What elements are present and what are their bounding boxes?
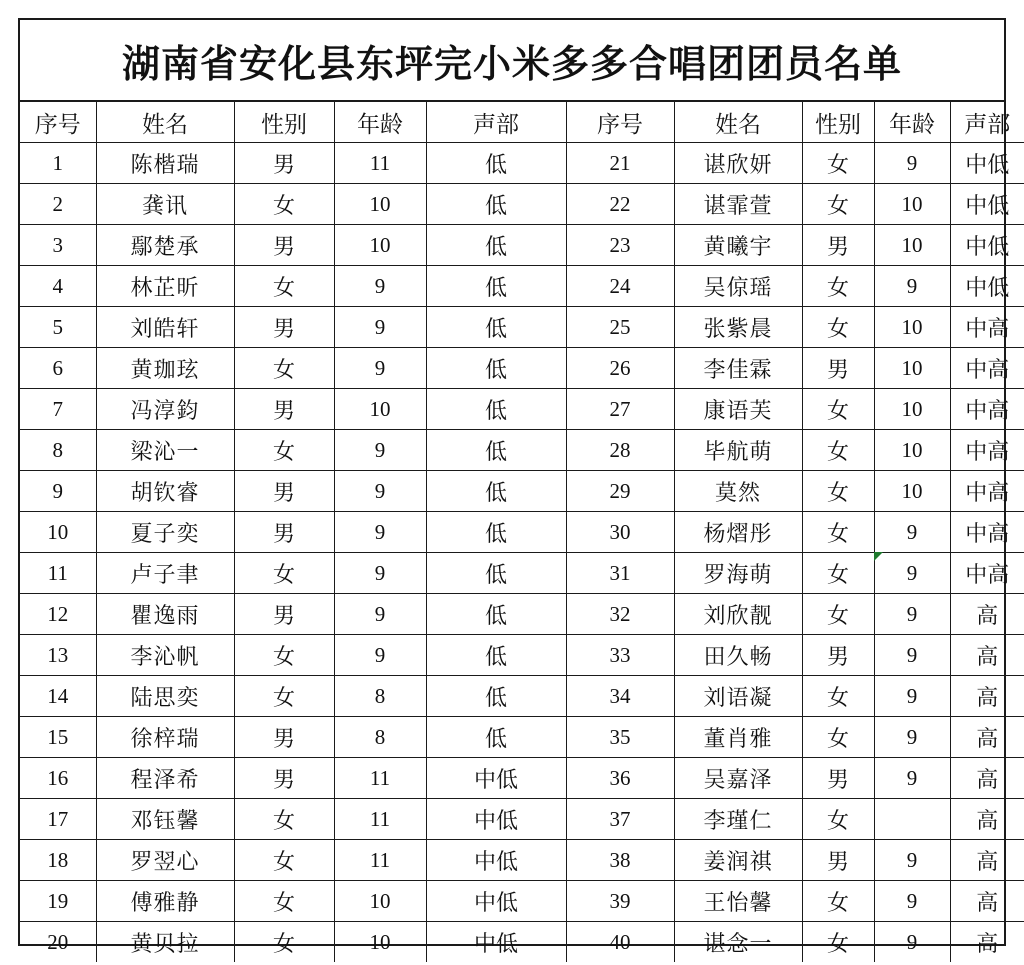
cell-no: 15 (20, 717, 96, 758)
header-cell: 序号 (566, 102, 674, 143)
cell-part: 低 (426, 430, 566, 471)
cell-age: 9 (874, 635, 950, 676)
table-row (20, 266, 1024, 307)
cell-sex: 女 (802, 553, 874, 594)
cell-name: 瞿逸雨 (96, 594, 234, 635)
table-row (20, 840, 1024, 881)
cell-name: 夏子奕 (96, 512, 234, 553)
cell-no: 19 (20, 881, 96, 922)
cell-part: 高 (950, 758, 1024, 799)
cell-name: 杨熠彤 (674, 512, 802, 553)
cell-name: 李瑾仁 (674, 799, 802, 840)
cell-name: 罗海萌 (674, 553, 802, 594)
cell-no: 3 (20, 225, 96, 266)
cell-name: 毕航萌 (674, 430, 802, 471)
cell-no: 1 (20, 143, 96, 184)
table-row (20, 389, 1024, 430)
cell-sex: 女 (802, 881, 874, 922)
header-row (20, 102, 1024, 143)
cell-no: 38 (566, 840, 674, 881)
table-row (20, 512, 1024, 553)
cell-sex: 女 (802, 512, 874, 553)
cell-name: 陈楷瑞 (96, 143, 234, 184)
cell-name: 罗翌心 (96, 840, 234, 881)
cell-name: 董肖雅 (674, 717, 802, 758)
roster-body (20, 143, 1024, 963)
cell-age: 9 (874, 676, 950, 717)
cell-name: 谌念一 (674, 922, 802, 963)
cell-age: 9 (334, 266, 426, 307)
cell-name: 刘语凝 (674, 676, 802, 717)
table-row (20, 717, 1024, 758)
cell-sex: 女 (234, 840, 334, 881)
cell-age: 9 (874, 758, 950, 799)
table-row (20, 348, 1024, 389)
cell-part: 低 (426, 553, 566, 594)
cell-no: 11 (20, 553, 96, 594)
cell-name: 吴倞瑶 (674, 266, 802, 307)
cell-age: 11 (334, 799, 426, 840)
roster-table (20, 102, 1024, 962)
cell-part: 低 (426, 389, 566, 430)
cell-name: 陆思奕 (96, 676, 234, 717)
cell-part: 高 (950, 922, 1024, 963)
cell-part: 高 (950, 840, 1024, 881)
cell-no: 26 (566, 348, 674, 389)
cell-age: 10 (334, 881, 426, 922)
cell-part: 低 (426, 594, 566, 635)
cell-no: 25 (566, 307, 674, 348)
cell-name: 龚讯 (96, 184, 234, 225)
cell-age: 9 (334, 430, 426, 471)
cell-no: 4 (20, 266, 96, 307)
cell-part: 中低 (426, 758, 566, 799)
cell-no: 27 (566, 389, 674, 430)
cell-no: 32 (566, 594, 674, 635)
table-row (20, 635, 1024, 676)
cell-no: 9 (20, 471, 96, 512)
cell-age: 9 (874, 840, 950, 881)
cell-sex: 女 (234, 881, 334, 922)
cell-name: 黄曦宇 (674, 225, 802, 266)
table-row (20, 676, 1024, 717)
cell-part: 中高 (950, 512, 1024, 553)
cell-part: 中低 (950, 266, 1024, 307)
cell-part: 低 (426, 266, 566, 307)
cell-no: 21 (566, 143, 674, 184)
cell-no: 39 (566, 881, 674, 922)
roster-title: 湖南省安化县东坪完小米多多合唱团团员名单 (20, 20, 1004, 102)
cell-name: 鄢楚承 (96, 225, 234, 266)
cell-age: 8 (334, 717, 426, 758)
cell-sex: 男 (234, 758, 334, 799)
cell-age: 10 (334, 922, 426, 963)
cell-no: 28 (566, 430, 674, 471)
cell-sex: 男 (234, 512, 334, 553)
cell-age: 11 (334, 840, 426, 881)
cell-part: 中低 (426, 881, 566, 922)
cell-part: 中低 (426, 799, 566, 840)
cell-part: 中低 (426, 840, 566, 881)
cell-name: 刘皓轩 (96, 307, 234, 348)
table-row (20, 594, 1024, 635)
header-cell: 声部 (950, 102, 1024, 143)
table-row (20, 881, 1024, 922)
table-row (20, 471, 1024, 512)
cell-part: 低 (426, 184, 566, 225)
cell-age: 10 (334, 225, 426, 266)
cell-sex: 女 (802, 184, 874, 225)
cell-name: 姜润祺 (674, 840, 802, 881)
cell-name: 康语芙 (674, 389, 802, 430)
cell-sex: 女 (802, 389, 874, 430)
cell-part: 中低 (950, 225, 1024, 266)
cell-age: 9 (334, 553, 426, 594)
cell-name: 刘欣靓 (674, 594, 802, 635)
header-cell: 性别 (234, 102, 334, 143)
cell-sex: 女 (802, 594, 874, 635)
cell-age: 9 (874, 553, 950, 594)
header-cell: 序号 (20, 102, 96, 143)
cell-name: 谌欣妍 (674, 143, 802, 184)
cell-sex: 女 (802, 430, 874, 471)
cell-part: 低 (426, 635, 566, 676)
cell-no: 8 (20, 430, 96, 471)
cell-age: 11 (334, 758, 426, 799)
cell-sex: 男 (234, 471, 334, 512)
cell-name: 张紫晨 (674, 307, 802, 348)
cell-age: 10 (874, 430, 950, 471)
cell-part: 中低 (950, 184, 1024, 225)
cell-no: 24 (566, 266, 674, 307)
cell-part: 中低 (950, 143, 1024, 184)
cell-age: 9 (334, 635, 426, 676)
cell-age: 10 (334, 184, 426, 225)
cell-age: 9 (874, 266, 950, 307)
cell-part: 高 (950, 594, 1024, 635)
cell-age: 10 (874, 471, 950, 512)
cell-part: 中低 (426, 922, 566, 963)
cell-sex: 男 (802, 840, 874, 881)
cell-no: 16 (20, 758, 96, 799)
cell-part: 高 (950, 717, 1024, 758)
cell-name: 莫然 (674, 471, 802, 512)
cell-no: 2 (20, 184, 96, 225)
cell-sex: 男 (234, 389, 334, 430)
cell-no: 13 (20, 635, 96, 676)
cell-sex: 男 (234, 225, 334, 266)
table-row (20, 922, 1024, 963)
cell-no: 37 (566, 799, 674, 840)
cell-no: 30 (566, 512, 674, 553)
cell-sex: 女 (802, 307, 874, 348)
cell-part: 低 (426, 471, 566, 512)
cell-sex: 女 (234, 266, 334, 307)
header-cell: 声部 (426, 102, 566, 143)
cell-part: 中高 (950, 471, 1024, 512)
cell-sex: 女 (234, 348, 334, 389)
cell-part: 高 (950, 799, 1024, 840)
cell-age: 10 (874, 225, 950, 266)
table-row (20, 184, 1024, 225)
cell-part: 高 (950, 676, 1024, 717)
cell-part: 高 (950, 881, 1024, 922)
cell-name: 徐梓瑞 (96, 717, 234, 758)
cell-no: 36 (566, 758, 674, 799)
cell-name: 胡钦睿 (96, 471, 234, 512)
cell-sex: 男 (802, 635, 874, 676)
table-row (20, 225, 1024, 266)
cell-sex: 女 (234, 676, 334, 717)
cell-name: 李沁帆 (96, 635, 234, 676)
cell-name: 冯淳鈞 (96, 389, 234, 430)
cell-part: 低 (426, 225, 566, 266)
header-cell: 年龄 (874, 102, 950, 143)
cell-no: 23 (566, 225, 674, 266)
cell-no: 33 (566, 635, 674, 676)
cell-sex: 男 (234, 143, 334, 184)
cell-no: 7 (20, 389, 96, 430)
cell-sex: 女 (802, 717, 874, 758)
cell-sex: 男 (234, 594, 334, 635)
cell-age: 10 (874, 184, 950, 225)
cell-sex: 女 (234, 553, 334, 594)
cell-name: 王怡馨 (674, 881, 802, 922)
cell-no: 18 (20, 840, 96, 881)
table-row (20, 758, 1024, 799)
cell-sex: 女 (802, 143, 874, 184)
cell-part: 低 (426, 307, 566, 348)
cell-sex: 女 (802, 922, 874, 963)
cell-no: 12 (20, 594, 96, 635)
cell-age: 9 (874, 881, 950, 922)
cell-age: 10 (874, 307, 950, 348)
cell-age: 9 (334, 471, 426, 512)
cell-name: 邓钰馨 (96, 799, 234, 840)
cell-name: 梁沁一 (96, 430, 234, 471)
table-row (20, 430, 1024, 471)
cell-part: 低 (426, 676, 566, 717)
cell-part: 中高 (950, 430, 1024, 471)
cell-name: 程泽希 (96, 758, 234, 799)
cell-sex: 女 (234, 635, 334, 676)
cell-part: 中高 (950, 553, 1024, 594)
cell-part: 中高 (950, 307, 1024, 348)
header-cell: 姓名 (96, 102, 234, 143)
cell-part: 高 (950, 635, 1024, 676)
cell-no: 5 (20, 307, 96, 348)
cell-age: 10 (874, 348, 950, 389)
cell-part: 低 (426, 717, 566, 758)
cell-sex: 女 (234, 799, 334, 840)
cell-name: 傅雅静 (96, 881, 234, 922)
cell-age: 10 (334, 389, 426, 430)
roster-sheet (18, 18, 1011, 957)
cell-name: 林芷昕 (96, 266, 234, 307)
cell-age: 8 (334, 676, 426, 717)
cell-part: 中高 (950, 389, 1024, 430)
cell-sex: 女 (802, 471, 874, 512)
cell-sex: 男 (802, 348, 874, 389)
cell-no: 35 (566, 717, 674, 758)
cell-no: 34 (566, 676, 674, 717)
cell-sex: 男 (234, 307, 334, 348)
cell-name: 卢子聿 (96, 553, 234, 594)
cell-no: 6 (20, 348, 96, 389)
cell-age: 9 (874, 594, 950, 635)
cell-part: 中高 (950, 348, 1024, 389)
cell-sex: 女 (802, 799, 874, 840)
table-row (20, 553, 1024, 594)
cell-age: 11 (334, 143, 426, 184)
cell-age: 9 (334, 307, 426, 348)
cell-age: 9 (334, 512, 426, 553)
cell-part: 低 (426, 512, 566, 553)
cell-age: 10 (874, 389, 950, 430)
cell-age: 9 (874, 717, 950, 758)
table-row (20, 307, 1024, 348)
cell-no: 14 (20, 676, 96, 717)
table-row (20, 799, 1024, 840)
cell-name: 黄贝拉 (96, 922, 234, 963)
cell-sex: 女 (234, 184, 334, 225)
cell-sex: 女 (234, 922, 334, 963)
cell-name: 谌霏萱 (674, 184, 802, 225)
header-cell: 性别 (802, 102, 874, 143)
cell-no: 17 (20, 799, 96, 840)
header-cell: 年龄 (334, 102, 426, 143)
cell-part: 低 (426, 348, 566, 389)
cell-name: 田久畅 (674, 635, 802, 676)
cell-age: 9 (334, 594, 426, 635)
table-row (20, 143, 1024, 184)
cell-age: 9 (334, 348, 426, 389)
cell-sex: 女 (802, 676, 874, 717)
cell-sex: 男 (234, 717, 334, 758)
cell-no: 40 (566, 922, 674, 963)
cell-part: 低 (426, 143, 566, 184)
header-cell: 姓名 (674, 102, 802, 143)
cell-name: 黄珈玹 (96, 348, 234, 389)
cell-name: 吴嘉泽 (674, 758, 802, 799)
cell-no: 29 (566, 471, 674, 512)
cell-age: 9 (874, 512, 950, 553)
cell-no: 22 (566, 184, 674, 225)
cell-sex: 女 (802, 266, 874, 307)
cell-age (874, 799, 950, 840)
cell-age: 9 (874, 922, 950, 963)
cell-name: 李佳霖 (674, 348, 802, 389)
cell-sex: 男 (802, 225, 874, 266)
cell-no: 20 (20, 922, 96, 963)
cell-no: 10 (20, 512, 96, 553)
cell-sex: 男 (802, 758, 874, 799)
cell-sex: 女 (234, 430, 334, 471)
cell-age: 9 (874, 143, 950, 184)
cell-no: 31 (566, 553, 674, 594)
